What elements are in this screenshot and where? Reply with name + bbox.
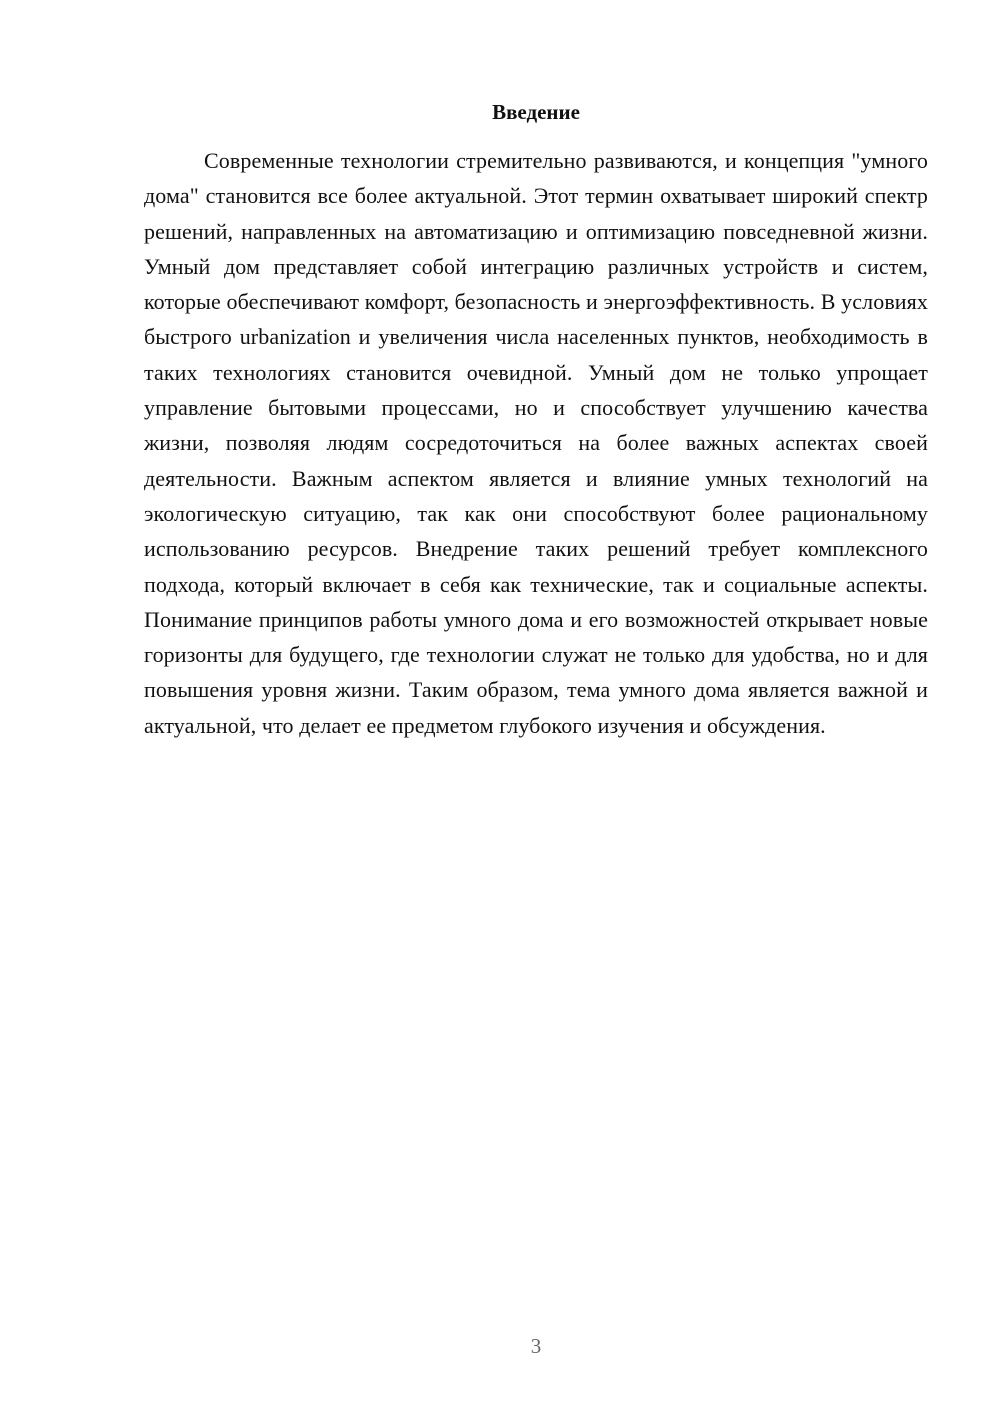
body-paragraph: Современные технологии стремительно развиваются, и концепция "умного дома" становится все более актуальной. Этот термин охватывает широкий спектр решений, направленных на автоматизацию и оптимизацию повседневной жизни. Умный дом представляет собой интеграцию различных устройств и систем, которые обеспечивают комфорт, безопасность и энергоэффективность. В условиях быстрого urbanization и увеличения числа населенных пунктов, необходимость в таких технологиях становится очевидной. Умный дом не только упрощает управление бытовыми процессами, но и способствует улучшению качества жизни, позволяя людям сосредоточиться на более важных аспектах своей деятельности. Важным аспектом является и влияние умных технологий на экологическую ситуацию, так как они способствуют более рациональному использованию ресурсов. Внедрение таких решений требует комплексного подхода, который включает в себя как технические, так и социальные аспекты. Понимание принципов работы умного дома и его возможностей открывает новые горизонты для будущего, где технологии служат не только для удобства, но и для повышения уровня жизни. Таким образом, тема умного дома является важной и актуальной, что делает ее предметом глубокого изучения и обсуждения. <box>144 148 928 738</box>
section-heading: Введение <box>492 100 580 124</box>
page-number: 3 <box>530 1334 542 1358</box>
